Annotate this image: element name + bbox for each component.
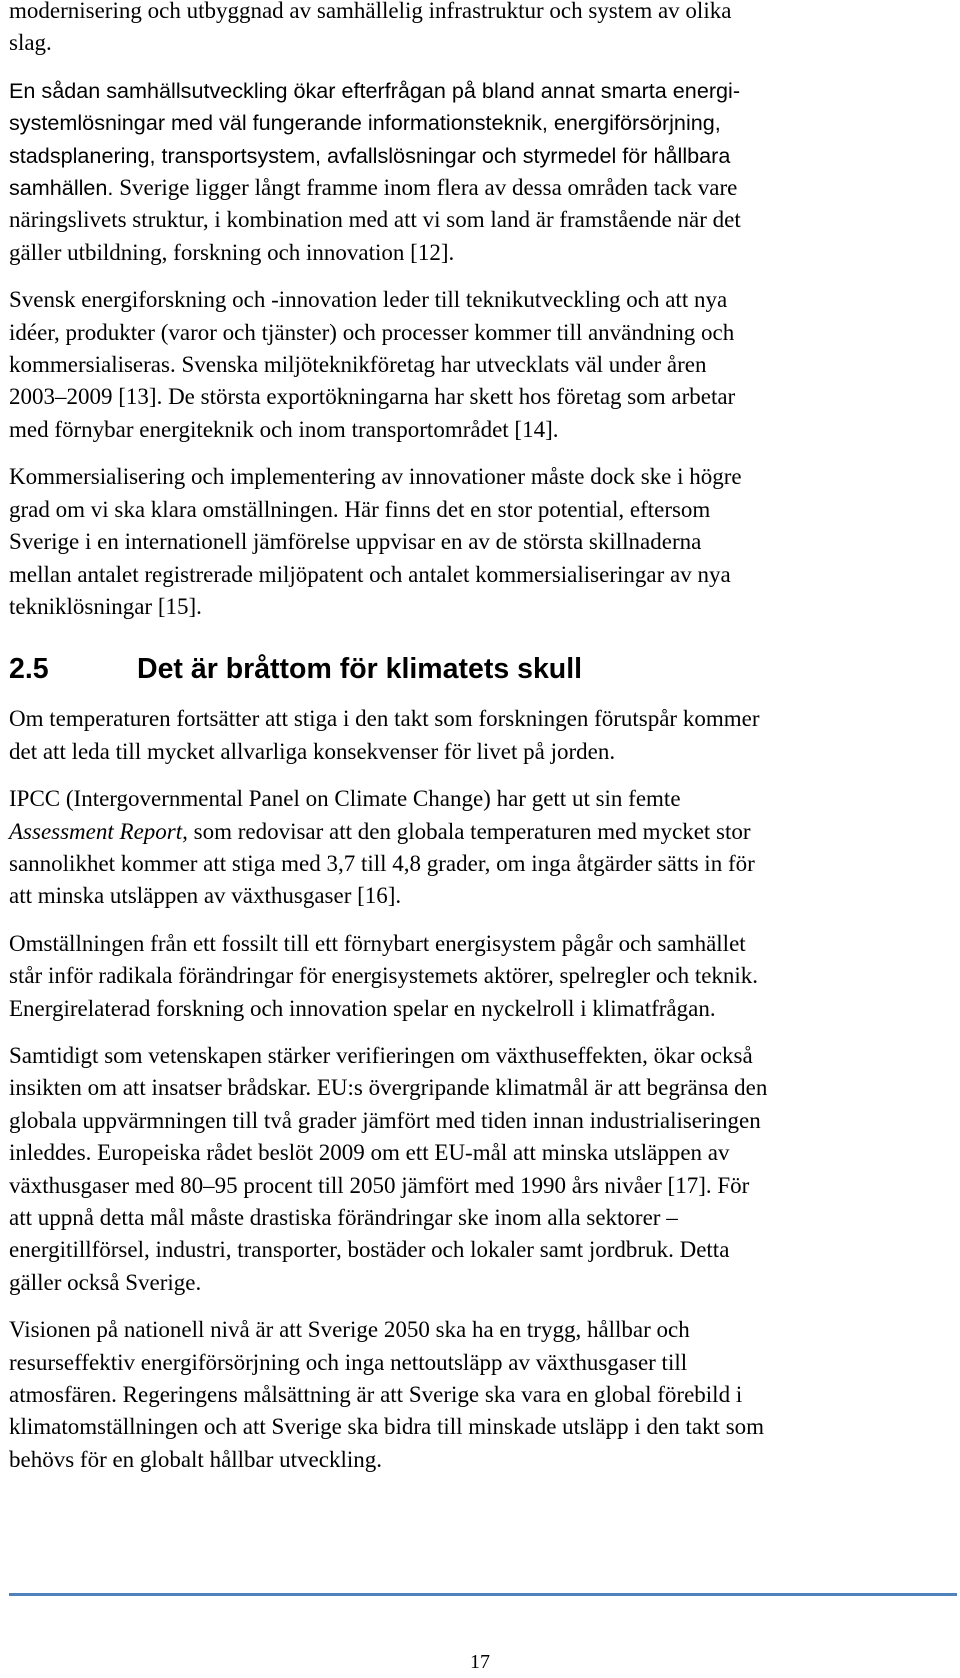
paragraph-commercialisation: Kommersialisering och implementering av innovationer måste dock ske i högre grad om vi ska klara omställningen. Här finns det en stor potential, eftersom Sverige i en internationell jämförelse uppvisar en av de största skillnaderna mellan antalet registrerade miljöpatent och antalet kommersialiseringar av nya tekniklösningar [15]. bbox=[9, 464, 742, 619]
report-title-italic: Assessment Report, bbox=[9, 818, 188, 844]
paragraph-energy-research: Svensk energiforskning och -innovation leder till teknikutveckling och att nya idéer, produkter (varor och tjänster) och processer kommer till användning och kommersialiseras. Svenska miljöteknikföretag har utvecklats väl under åren 2003–2009 [13]. De största exportökningarna har skett hos företag som arbetar med förnybar energiteknik och inom transportområdet [14]. bbox=[9, 287, 736, 442]
page-number: 17 bbox=[470, 1651, 490, 1673]
paragraph-ipcc-part1: IPCC (Intergovernmental Panel on Climate Change) har gett ut sin femte bbox=[9, 786, 681, 812]
document-page bbox=[9, 0, 944, 1491]
paragraph-eu-goals: Samtidigt som vetenskapen stärker verifieringen om växthuseffekten, ökar också insikten om att insatser brådskar. EU:s övergripande klimatmål är att begränsa den globala uppvärmningen till två grader jämfört med tiden innan industrialiseringen inleddes. Europeiska rådet beslöt 2009 om ett EU-mål att minska utsläppen av växthusgaser med 80–95 procent till 2050 jämfört med 1990 års nivåer [17]. För att uppnå detta mål måste drastiska förändringar ske inom alla sektorer – energitillförsel, industri, transporter, bostäder och lokaler samt jordbruk. Detta gäller också Sverige. bbox=[9, 1042, 768, 1295]
paragraph-temperature: Om temperaturen fortsätter att stiga i den takt som forskningen förutspår kommer det att leda till mycket allvarliga konsekvenser för livet på jorden. bbox=[9, 706, 760, 764]
footer-divider bbox=[9, 1593, 957, 1596]
paragraph-smart-energy bbox=[9, 75, 944, 269]
section-heading bbox=[9, 651, 944, 687]
paragraph-ipcc bbox=[9, 783, 944, 913]
paragraph-smart-energy-rest: Sverige ligger långt framme inom flera av dessa områden tack vare näringslivets struktur, i kombination med att vi som land är framstående när det gäller utbildning, forskning och innovation [12]. bbox=[9, 175, 741, 265]
paragraph-vision: Visionen på nationell nivå är att Sverige 2050 ska ha en trygg, hållbar och resurseffektiv energiförsörjning och inga nettoutsläpp av växthusgaser till atmosfären. Regeringens målsättning är att Sverige ska vara en global förebild i klimatomställningen och att Sverige ska bidra till minskade utsläpp i den takt som behövs för en globalt hållbar utveckling. bbox=[9, 1317, 765, 1472]
section-title: Det är bråttom för klimatets skull bbox=[137, 653, 583, 686]
paragraph-transition: Omställningen från ett fossilt till ett förnybart energisystem pågår och samhället står inför radikala förändringar för energisystemets aktörer, spelregler och teknik. Energirelaterad forskning och innovation spelar en nyckelroll i klimatfrågan. bbox=[9, 930, 759, 1021]
paragraph-ipcc-part2: som redovisar att den globala temperaturen med mycket stor sannolikhet kommer att stiga med 3,7 till 4,8 grader, om inga åtgärder sätts in för att minska utsläppen av växthusgaser [16]. bbox=[9, 818, 755, 909]
paragraph-infrastructure: modernisering och utbyggnad av samhällelig infrastruktur och system av olika slag. bbox=[9, 0, 732, 56]
section-number: 2.5 bbox=[9, 653, 49, 686]
paragraph-smart-energy-lead: En sådan samhällsutveckling ökar efterfrågan på bland annat smarta energi- systemlösningar med väl fungerande informationsteknik, energiförsörjning, stadsplanering, transportsystem, avfallslösningar och styrmedel för hållbara samhällen. bbox=[9, 77, 741, 201]
